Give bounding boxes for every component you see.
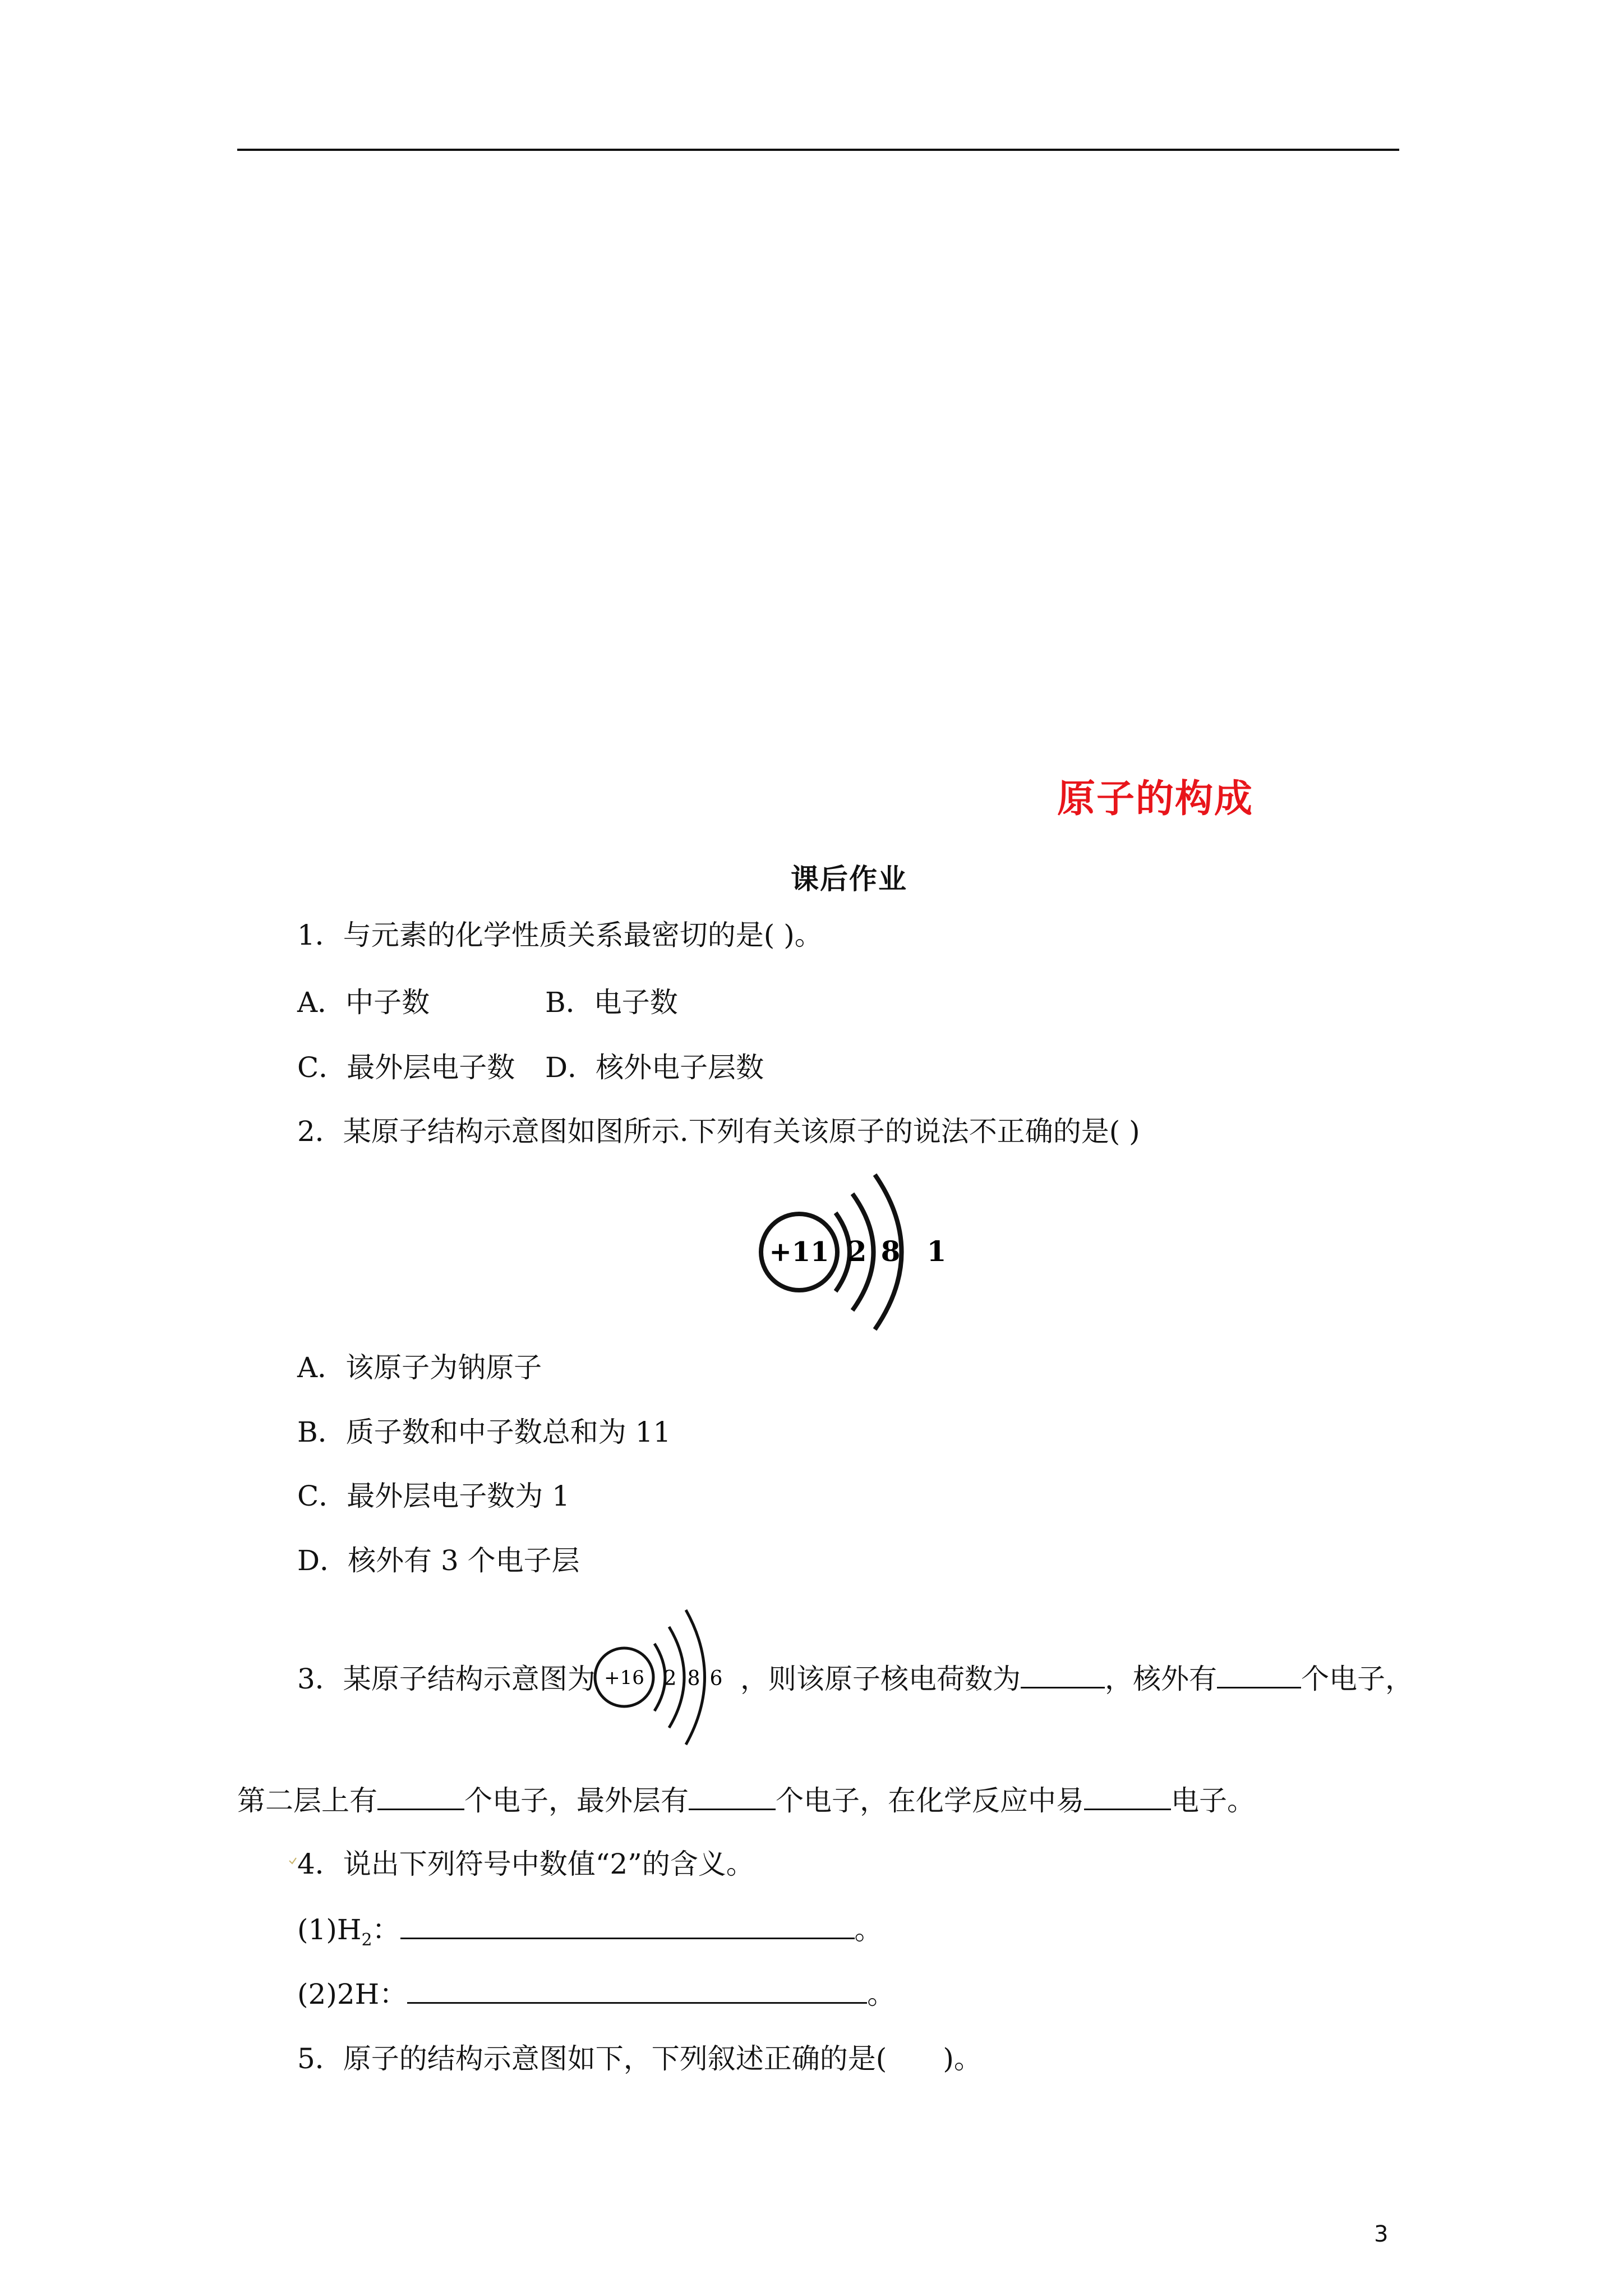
- q1-option-c: C．最外层电子数: [297, 1051, 515, 1084]
- page-title: 原子的构成: [1057, 777, 1254, 821]
- q1-option-a: A．中子数: [297, 986, 430, 1019]
- header-rule: [237, 149, 1399, 151]
- q3-blank-outer-shell[interactable]: [689, 1784, 776, 1810]
- q3-part5: 个电子，最外层有: [464, 1784, 689, 1817]
- q3-part2: ，核外有: [1105, 1663, 1217, 1695]
- q4-item1-colon: ：: [372, 1913, 400, 1946]
- q1-stem: 1．与元素的化学性质关系最密切的是( )。: [297, 919, 823, 951]
- q1-option-b: B．电子数: [545, 986, 678, 1019]
- q3-blank-nuclear-charge[interactable]: [1021, 1662, 1105, 1688]
- q4-item2-answer-blank[interactable]: [407, 1977, 867, 2004]
- q4-item2-prefix: (2)2H：: [297, 1978, 408, 2010]
- q2-shell-1-electrons: 2: [847, 1235, 867, 1268]
- q4-item1: [297, 1913, 883, 1957]
- q3-blank-second-shell[interactable]: [377, 1784, 464, 1810]
- q3-line1-rest: [740, 1662, 1413, 1696]
- margin-mark-icon: [289, 1857, 297, 1865]
- q3-part6: 个电子，在化学反应中易: [776, 1784, 1084, 1817]
- q4-item2: [297, 1977, 895, 2011]
- page-number: 3: [1374, 2221, 1389, 2247]
- section-subtitle: 课后作业: [791, 863, 907, 895]
- q2-atom-structure-diagram: [751, 1167, 953, 1335]
- q3-part3: 个电子，: [1301, 1663, 1413, 1695]
- q3-line2: [237, 1784, 1255, 1818]
- q2-option-d: D．核外有 3 个电子层: [297, 1544, 580, 1577]
- q3-part1: ，则该原子核电荷数为: [740, 1663, 1021, 1695]
- q3-prefix: 3．某原子结构示意图为: [297, 1663, 596, 1695]
- q3-shell-3-electrons: 6: [709, 1667, 723, 1690]
- q2-option-a: A．该原子为钠原子: [297, 1351, 542, 1384]
- q2-shell-3-electrons: 1: [926, 1235, 947, 1268]
- q3-shell-2-electrons: 8: [687, 1667, 700, 1690]
- q4-item2-end: 。: [867, 1978, 896, 2010]
- q5-stem: 5．原子的结构示意图如下，下列叙述正确的是( )。: [297, 2042, 982, 2075]
- q3-nucleus-label: +16: [604, 1667, 644, 1689]
- q3-shell-1-electrons: 2: [663, 1667, 677, 1690]
- q4-stem: 4．说出下列符号中数值“2”的含义。: [297, 1848, 754, 1880]
- q3-part4: 第二层上有: [237, 1784, 377, 1817]
- q2-stem: 2．某原子结构示意图如图所示.下列有关该原子的说法不正确的是( ): [297, 1115, 1140, 1148]
- q4-item1-answer-blank[interactable]: [400, 1913, 855, 1939]
- q4-item1-subscript: 2: [361, 1930, 372, 1950]
- q2-nucleus-label: +11: [769, 1236, 829, 1268]
- q2-shell-2-electrons: 8: [880, 1235, 901, 1268]
- q4-item1-prefix: (1)H: [297, 1913, 362, 1946]
- q3-blank-gain-lose[interactable]: [1084, 1784, 1171, 1810]
- q3-part7: 电子。: [1171, 1784, 1255, 1817]
- q2-option-c: C．最外层电子数为 1: [297, 1480, 570, 1512]
- q3-atom-structure-diagram: [592, 1604, 732, 1750]
- q2-option-b: B．质子数和中子数总和为 11: [297, 1416, 671, 1448]
- q3-blank-electron-count[interactable]: [1217, 1662, 1301, 1688]
- q4-item1-end: 。: [854, 1913, 883, 1946]
- q1-option-d: D．核外电子层数: [545, 1051, 764, 1084]
